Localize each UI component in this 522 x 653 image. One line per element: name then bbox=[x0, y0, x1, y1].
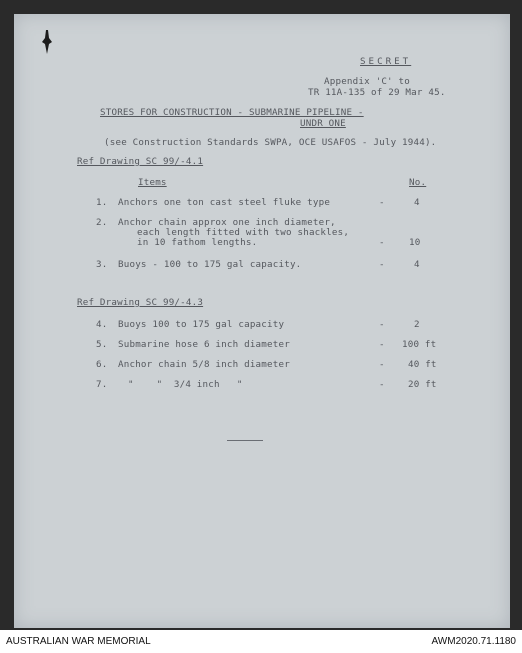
item-number: 1. bbox=[96, 197, 108, 208]
item-description-cont: in 10 fathom lengths. bbox=[137, 237, 258, 248]
item-number: 5. bbox=[96, 339, 108, 350]
item-quantity: 40 ft bbox=[408, 359, 437, 370]
archive-id: AWM2020.71.1180 bbox=[431, 636, 516, 647]
item-description: Buoys - 100 to 175 gal capacity. bbox=[118, 259, 302, 270]
item-dash: - bbox=[379, 197, 385, 208]
item-description: " " 3/4 inch " bbox=[128, 379, 243, 390]
item-quantity: 10 bbox=[409, 237, 421, 248]
end-divider bbox=[227, 440, 263, 441]
item-quantity: 4 bbox=[414, 259, 420, 270]
item-number: 2. bbox=[96, 217, 108, 228]
items-column-header: Items bbox=[138, 177, 167, 188]
section-2-heading: Ref Drawing SC 99/-4.3 bbox=[77, 297, 204, 308]
item-description-cont: each length fitted with two shackles, bbox=[137, 227, 350, 238]
appendix-line-1: Appendix 'C' to bbox=[324, 76, 410, 87]
item-dash: - bbox=[379, 259, 385, 270]
classification-label: SECRET bbox=[360, 56, 412, 67]
archive-footer bbox=[0, 630, 522, 653]
item-description: Anchors one ton cast steel fluke type bbox=[118, 197, 331, 208]
item-description: Buoys 100 to 175 gal capacity bbox=[118, 319, 285, 330]
reference-note: (see Construction Standards SWPA, OCE USAFOS - July 1944). bbox=[104, 137, 437, 148]
number-column-header: No. bbox=[409, 177, 427, 188]
item-description: Anchor chain approx one inch diameter, bbox=[118, 217, 336, 228]
item-dash: - bbox=[379, 359, 385, 370]
item-description: Submarine hose 6 inch diameter bbox=[118, 339, 290, 350]
item-number: 3. bbox=[96, 259, 108, 270]
item-quantity: 20 ft bbox=[408, 379, 437, 390]
document-title-line-2: UNDR ONE bbox=[300, 118, 346, 129]
item-number: 6. bbox=[96, 359, 108, 370]
item-quantity: 4 bbox=[414, 197, 420, 208]
ink-mark-icon bbox=[42, 30, 52, 54]
item-dash: - bbox=[379, 319, 385, 330]
item-dash: - bbox=[379, 237, 385, 248]
document-title: STORES FOR CONSTRUCTION - SUBMARINE PIPELINE - bbox=[100, 107, 364, 118]
item-quantity: 2 bbox=[414, 319, 420, 330]
item-number: 7. bbox=[96, 379, 108, 390]
item-number: 4. bbox=[96, 319, 108, 330]
item-dash: - bbox=[379, 379, 385, 390]
archive-name: AUSTRALIAN WAR MEMORIAL bbox=[6, 636, 151, 647]
section-1-heading: Ref Drawing SC 99/-4.1 bbox=[77, 156, 204, 167]
appendix-line-2: TR 11A-135 of 29 Mar 45. bbox=[308, 87, 446, 98]
item-quantity: 100 ft bbox=[402, 339, 437, 350]
item-description: Anchor chain 5/8 inch diameter bbox=[118, 359, 290, 370]
item-dash: - bbox=[379, 339, 385, 350]
